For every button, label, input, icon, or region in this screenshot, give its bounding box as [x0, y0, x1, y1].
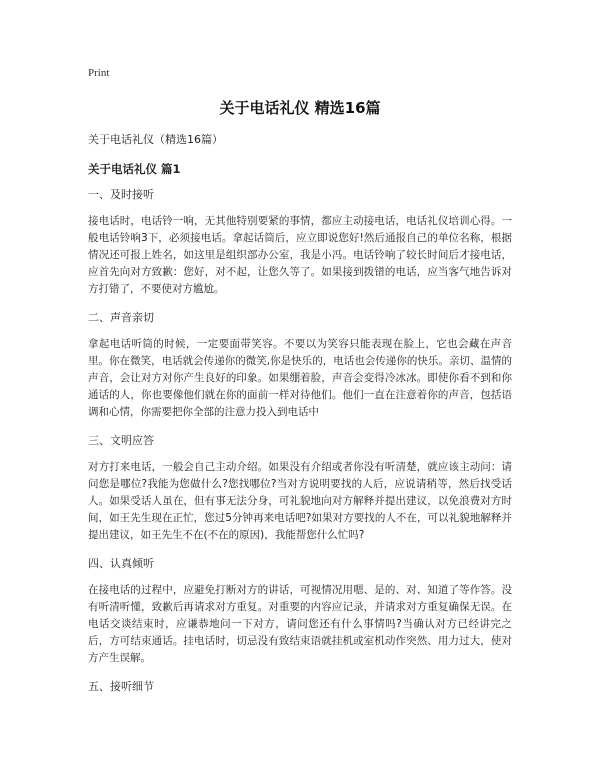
- section-paragraph-4: 在接电话的过程中，应避免打断对方的讲话，可视情况用嗯、是的、对、知道了等作答。没有听清听懂，致歉后再请求对方重复。对重要的内容应记录，并请求对方重复确保无误。在电话交谈结束时，应谦恭地问一下对方，请问您还有什么事情吗?当确认对方已经讲完之后，方可结束通话。挂电话时，切忌没有致结束语就挂机或室机动作突然、用力过大，使对方产生误解。: [88, 584, 512, 664]
- section-heading-4: 四、认真倾听: [88, 557, 154, 570]
- document-subtitle: 关于电话礼仪（精选16篇）: [88, 133, 223, 146]
- section-heading-1: 一、及时接听: [88, 188, 154, 201]
- section-heading-3: 三、文明应答: [88, 434, 154, 447]
- section-paragraph-3: 对方打来电话，一般会自己主动介绍。如果没有介绍或者你没有听清楚，就应该主动问：请问您是哪位?我能为您做什么?您找哪位?当对方说明要找的人后，应说请稍等，然后找受话人。如果受话人虽在，但有事无法分身，可礼貌地向对方解释并提出建议，以免浪费对方时间，如王先生现在正忙，您过5分钟再来电话吧?如果对方要找的人不在，可以礼貌地解释并提出建议，如王先生不在(不在的原因)，我能帮您什么忙吗?: [88, 461, 512, 541]
- section-paragraph-2: 拿起电话听筒的时候，一定要面带笑容。不要以为笑容只能表现在脸上，它也会藏在声音里。你在微笑，电话就会传递你的微笑,你是快乐的，电话也会传递你的快乐。亲切、温情的声音，会让对方对你产生良好的印象。如果绷着脸，声音会变得冷冰冰。即使你看不到和你通话的人，你也要像他们就在你的面前一样对待他们。他们一直在注意着你的声音，包括语调和心情，你需要把你全部的注意力投入到电话中: [88, 338, 512, 418]
- section-heading-5: 五、接听细节: [88, 680, 154, 693]
- section-paragraph-1: 接电话时，电话铃一响，无其他特别要紧的事情，都应主动接电话，电话礼仪培训心得。一般电话铃响3下，必须接电话。拿起话筒后，应立即说您好!然后通报自己的单位名称，根据情况还可报上姓名，如这里是组织部办公室，我是小冯。电话铃响了较长时间后才接电话，应首先向对方致歉：您好，对不起，让您久等了。如果接到拨错的电话，应当客气地告诉对方打错了，不要使对方尴尬。: [88, 215, 512, 295]
- section-heading-2: 二、声音亲切: [88, 311, 154, 324]
- print-label[interactable]: Print: [88, 67, 110, 79]
- document-title: 关于电话礼仪 精选16篇: [219, 99, 381, 117]
- section-title: 关于电话礼仪 篇1: [88, 162, 181, 176]
